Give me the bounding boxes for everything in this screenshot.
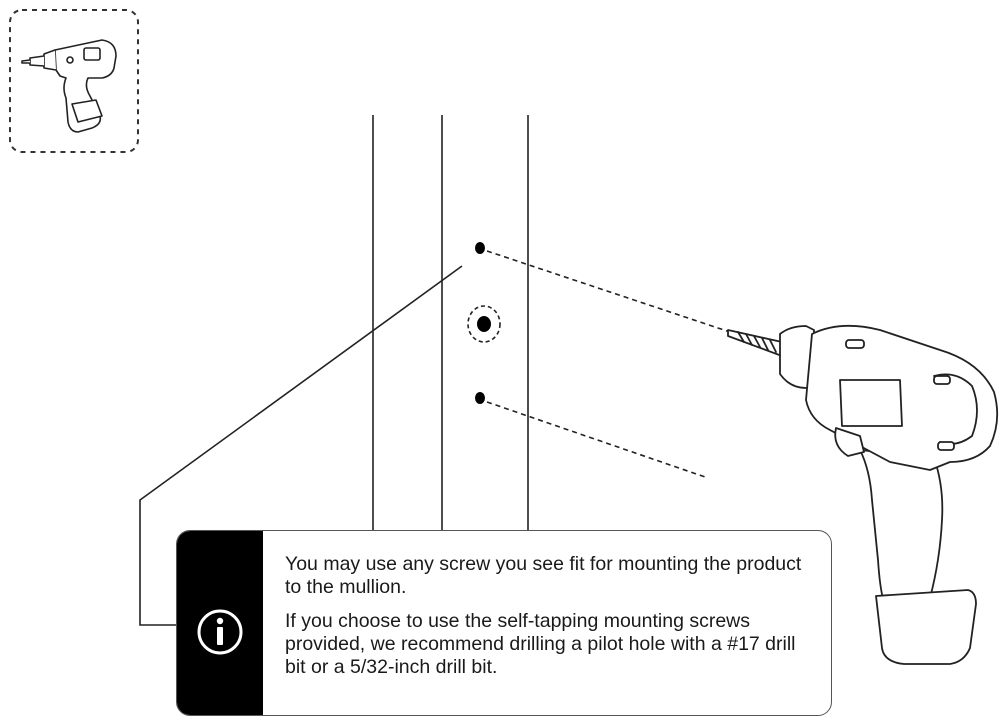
tool-box [10,10,138,152]
hole-middle [477,316,491,332]
hole-bottom [475,392,485,404]
mullion [373,115,528,530]
alignment-lines [487,251,730,478]
pilot-holes [468,242,500,404]
hole-top [475,242,485,254]
info-paragraph-1: You may use any screw you see fit for mounting the product to the mullion. [285,553,802,598]
info-text [285,553,811,690]
info-icon [195,607,245,657]
info-icon-panel [177,531,263,715]
drill-icon [22,40,116,132]
info-paragraph-2: If you choose to use the self-tapping mounting screws provided, we recommend drilling a pilot hole with a #17 drill bit or a 5/32-inch drill bit. [285,610,796,678]
info-callout [176,530,832,716]
